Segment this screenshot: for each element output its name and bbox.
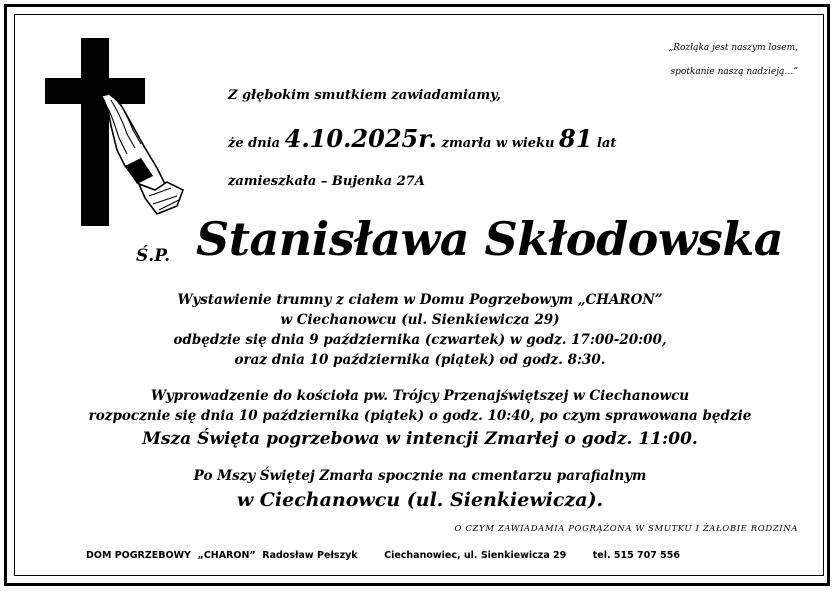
cross-with-praying-hands-icon bbox=[45, 38, 185, 228]
procession-line-1: Wyprowadzenie do kościoła pw. Trójcy Przenajświętszej w Ciechanowcu bbox=[150, 388, 690, 404]
intro-line-2-post: lat bbox=[596, 136, 617, 151]
praying-hands-icon bbox=[101, 94, 183, 214]
deceased-name: Stanisława Skłodowska bbox=[196, 212, 784, 266]
burial-line-2: w Ciechanowcu (ul. Sienkiewicza). bbox=[236, 489, 604, 511]
quote-line-1: „Rozłąka jest naszym losem, bbox=[668, 43, 798, 53]
viewing-line-2: w Ciechanowcu (ul. Sienkiewicza 29) bbox=[280, 312, 560, 328]
quote bbox=[669, 36, 798, 84]
death-date: 4.10.2025r. bbox=[284, 124, 438, 153]
intro-line-2-mid: zmarła w wieku bbox=[441, 136, 555, 151]
intro-line-2-pre: że dnia bbox=[228, 136, 281, 151]
sp-label: Ś.P. bbox=[136, 246, 171, 266]
viewing-info bbox=[20, 290, 820, 370]
quote-line-2: spotkanie naszą nadzieją…” bbox=[670, 67, 798, 77]
footer bbox=[86, 550, 680, 561]
intro-line-2 bbox=[228, 124, 616, 153]
procession-line-2: rozpocznie się dnia 10 października (piątek) o godz. 10:40, po czym sprawowana będzie bbox=[88, 408, 752, 424]
viewing-line-4: oraz dnia 10 października (piątek) od godz. 8:30. bbox=[234, 352, 606, 368]
viewing-line-3: odbędzie się dnia 9 października (czwartek) w godz. 17:00-20:00, bbox=[173, 332, 667, 348]
footer-company: DOM POGRZEBOWY „CHARON” Radosław Pełszyk bbox=[86, 550, 358, 561]
family-note: O CZYM ZAWIADAMIA POGRĄŻONA W SMUTKU I ŻAŁOBIE RODZINA bbox=[454, 524, 798, 534]
footer-phone: tel. 515 707 556 bbox=[592, 550, 681, 561]
residence: zamieszkała – Bujenka 27A bbox=[228, 174, 425, 189]
intro-line-1: Z głębokim smutkiem zawiadamiamy, bbox=[228, 88, 501, 103]
procession-info bbox=[20, 386, 820, 452]
footer-address: Ciechanowiec, ul. Sienkiewicza 29 bbox=[384, 550, 567, 561]
procession-line-3: Msza Święta pogrzebowa w intencji Zmarłej o godz. 11:00. bbox=[142, 429, 698, 449]
viewing-line-1: Wystawienie trumny z ciałem w Domu Pogrzebowym „CHARON” bbox=[177, 292, 663, 308]
age: 81 bbox=[559, 124, 593, 153]
burial-line-1: Po Mszy Świętej Zmarła spocznie na cmentarzu parafialnym bbox=[193, 468, 647, 484]
burial-info bbox=[20, 466, 820, 514]
